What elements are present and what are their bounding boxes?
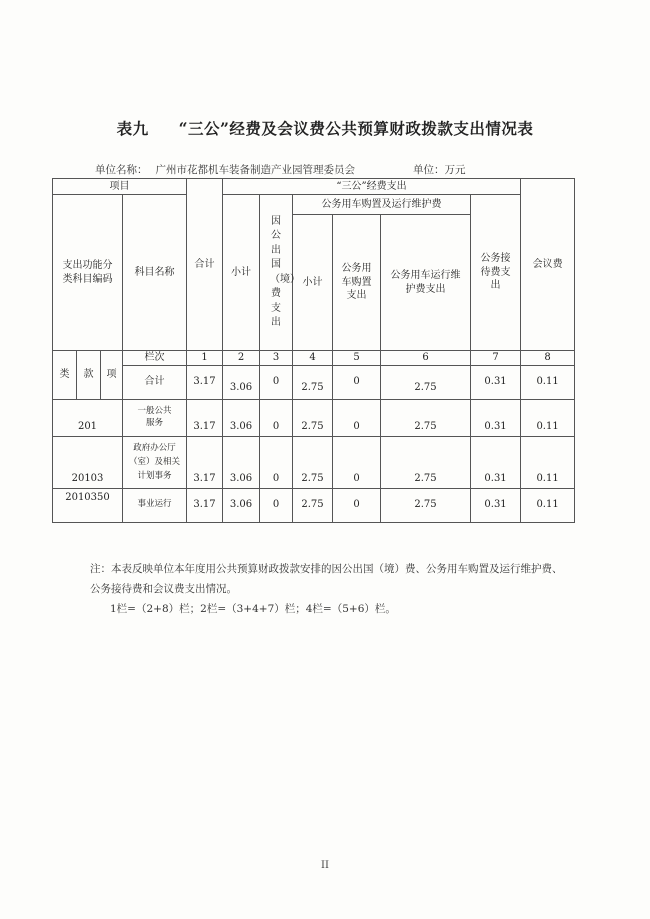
table-row	[53, 436, 575, 488]
cell-value: 0.11	[521, 399, 575, 436]
cell-value: 3.17	[187, 365, 223, 399]
unit-name-label: 单位名称：	[95, 164, 148, 176]
col-num: 5	[333, 351, 381, 366]
cell-value: 2.75	[381, 436, 471, 488]
col-num: 1	[187, 351, 223, 366]
col-num: 8	[521, 351, 575, 366]
cell-value: 0.31	[471, 436, 521, 488]
row-name: 一般公共服务	[123, 399, 187, 436]
subtotal-header: 小计	[223, 195, 260, 351]
col-num: 7	[471, 351, 521, 366]
col-num: 6	[381, 351, 471, 366]
cell-value: 0	[333, 399, 381, 436]
cell-value: 2.75	[293, 436, 333, 488]
vehicle-subtotal-header: 小计	[293, 215, 333, 351]
cell-value: 0.31	[471, 365, 521, 399]
table-number: 表九	[116, 119, 149, 138]
xiang-header: 项	[101, 351, 123, 400]
cell-value: 2.75	[293, 488, 333, 522]
table-row	[53, 399, 575, 436]
cell-value: 0.11	[521, 488, 575, 522]
cell-value: 3.17	[187, 399, 223, 436]
cell-value: 2.75	[293, 399, 333, 436]
column-no-label: 栏次	[123, 351, 187, 366]
cell-value: 3.06	[223, 436, 260, 488]
col-num: 4	[293, 351, 333, 366]
cell-value: 0	[260, 399, 293, 436]
note-text: 注：本表反映单位本年度用公共预算财政拨款安排的因公出国（境）费、公务用车购置及运行维护费、公务接待费和会议费支出情况。	[90, 563, 563, 595]
row-code: 2010350	[53, 488, 123, 522]
table-row	[53, 488, 575, 522]
table-note	[90, 560, 570, 620]
row-name: 政府办公厅（室）及相关计划事务	[123, 436, 187, 488]
cell-value: 3.06	[223, 488, 260, 522]
subject-name-header: 科目名称	[123, 195, 187, 351]
row-name: 事业运行	[123, 488, 187, 522]
vehicle-group-header: 公务用车购置及运行维护费	[293, 195, 471, 215]
cell-value: 0.31	[471, 488, 521, 522]
cell-value: 2.75	[293, 365, 333, 399]
row-name: 合计	[123, 365, 187, 399]
cell-value: 2.75	[381, 365, 471, 399]
reception-header: 公务接待费支出	[471, 195, 521, 351]
note-formula: 1栏=（2+8）栏；2栏=（3+4+7）栏；4栏=（5+6）栏。	[110, 602, 396, 615]
row-code: 20103	[53, 436, 123, 488]
col-num: 3	[260, 351, 293, 366]
cell-value: 0.31	[471, 399, 521, 436]
cell-value: 0	[260, 436, 293, 488]
unit-name: 广州市花都机车装备制造产业园管理委员会	[155, 164, 355, 176]
cell-value: 0.11	[521, 365, 575, 399]
table-row	[53, 365, 575, 399]
page-number: II	[321, 860, 329, 871]
cell-value: 2.75	[381, 488, 471, 522]
cell-value: 0	[333, 488, 381, 522]
cell-value: 0	[260, 488, 293, 522]
three-public-header: “三公”经费支出	[223, 179, 521, 195]
cell-value: 0	[333, 365, 381, 399]
meeting-header: 会议费	[521, 179, 575, 351]
total-header: 合计	[187, 179, 223, 351]
vehicle-purchase-header: 公务用车购置支出	[333, 215, 381, 351]
cell-value: 0	[333, 436, 381, 488]
money-unit: 单位：万元	[413, 164, 466, 176]
cell-value: 3.06	[223, 365, 260, 399]
cell-value: 3.17	[187, 488, 223, 522]
unit-line	[95, 162, 466, 177]
project-header: 项目	[53, 179, 187, 195]
lei-header: 类	[53, 351, 77, 400]
col-num: 2	[223, 351, 260, 366]
cell-value: 0.11	[521, 436, 575, 488]
table-title-text: “三公”经费及会议费公共预算财政拨款支出情况表	[178, 119, 534, 138]
kuan-header: 款	[77, 351, 101, 400]
cell-value: 2.75	[381, 399, 471, 436]
cell-value: 0	[260, 365, 293, 399]
func-code-header: 支出功能分类科目编码	[53, 195, 123, 351]
vehicle-operation-header: 公务用车运行维护费支出	[381, 215, 471, 351]
cell-value: 3.06	[223, 399, 260, 436]
expense-table	[52, 178, 575, 523]
abroad-header: 因公出国（境）费支出	[260, 195, 293, 351]
cell-value: 3.17	[187, 436, 223, 488]
row-code: 201	[53, 399, 123, 436]
table-title	[0, 117, 650, 139]
